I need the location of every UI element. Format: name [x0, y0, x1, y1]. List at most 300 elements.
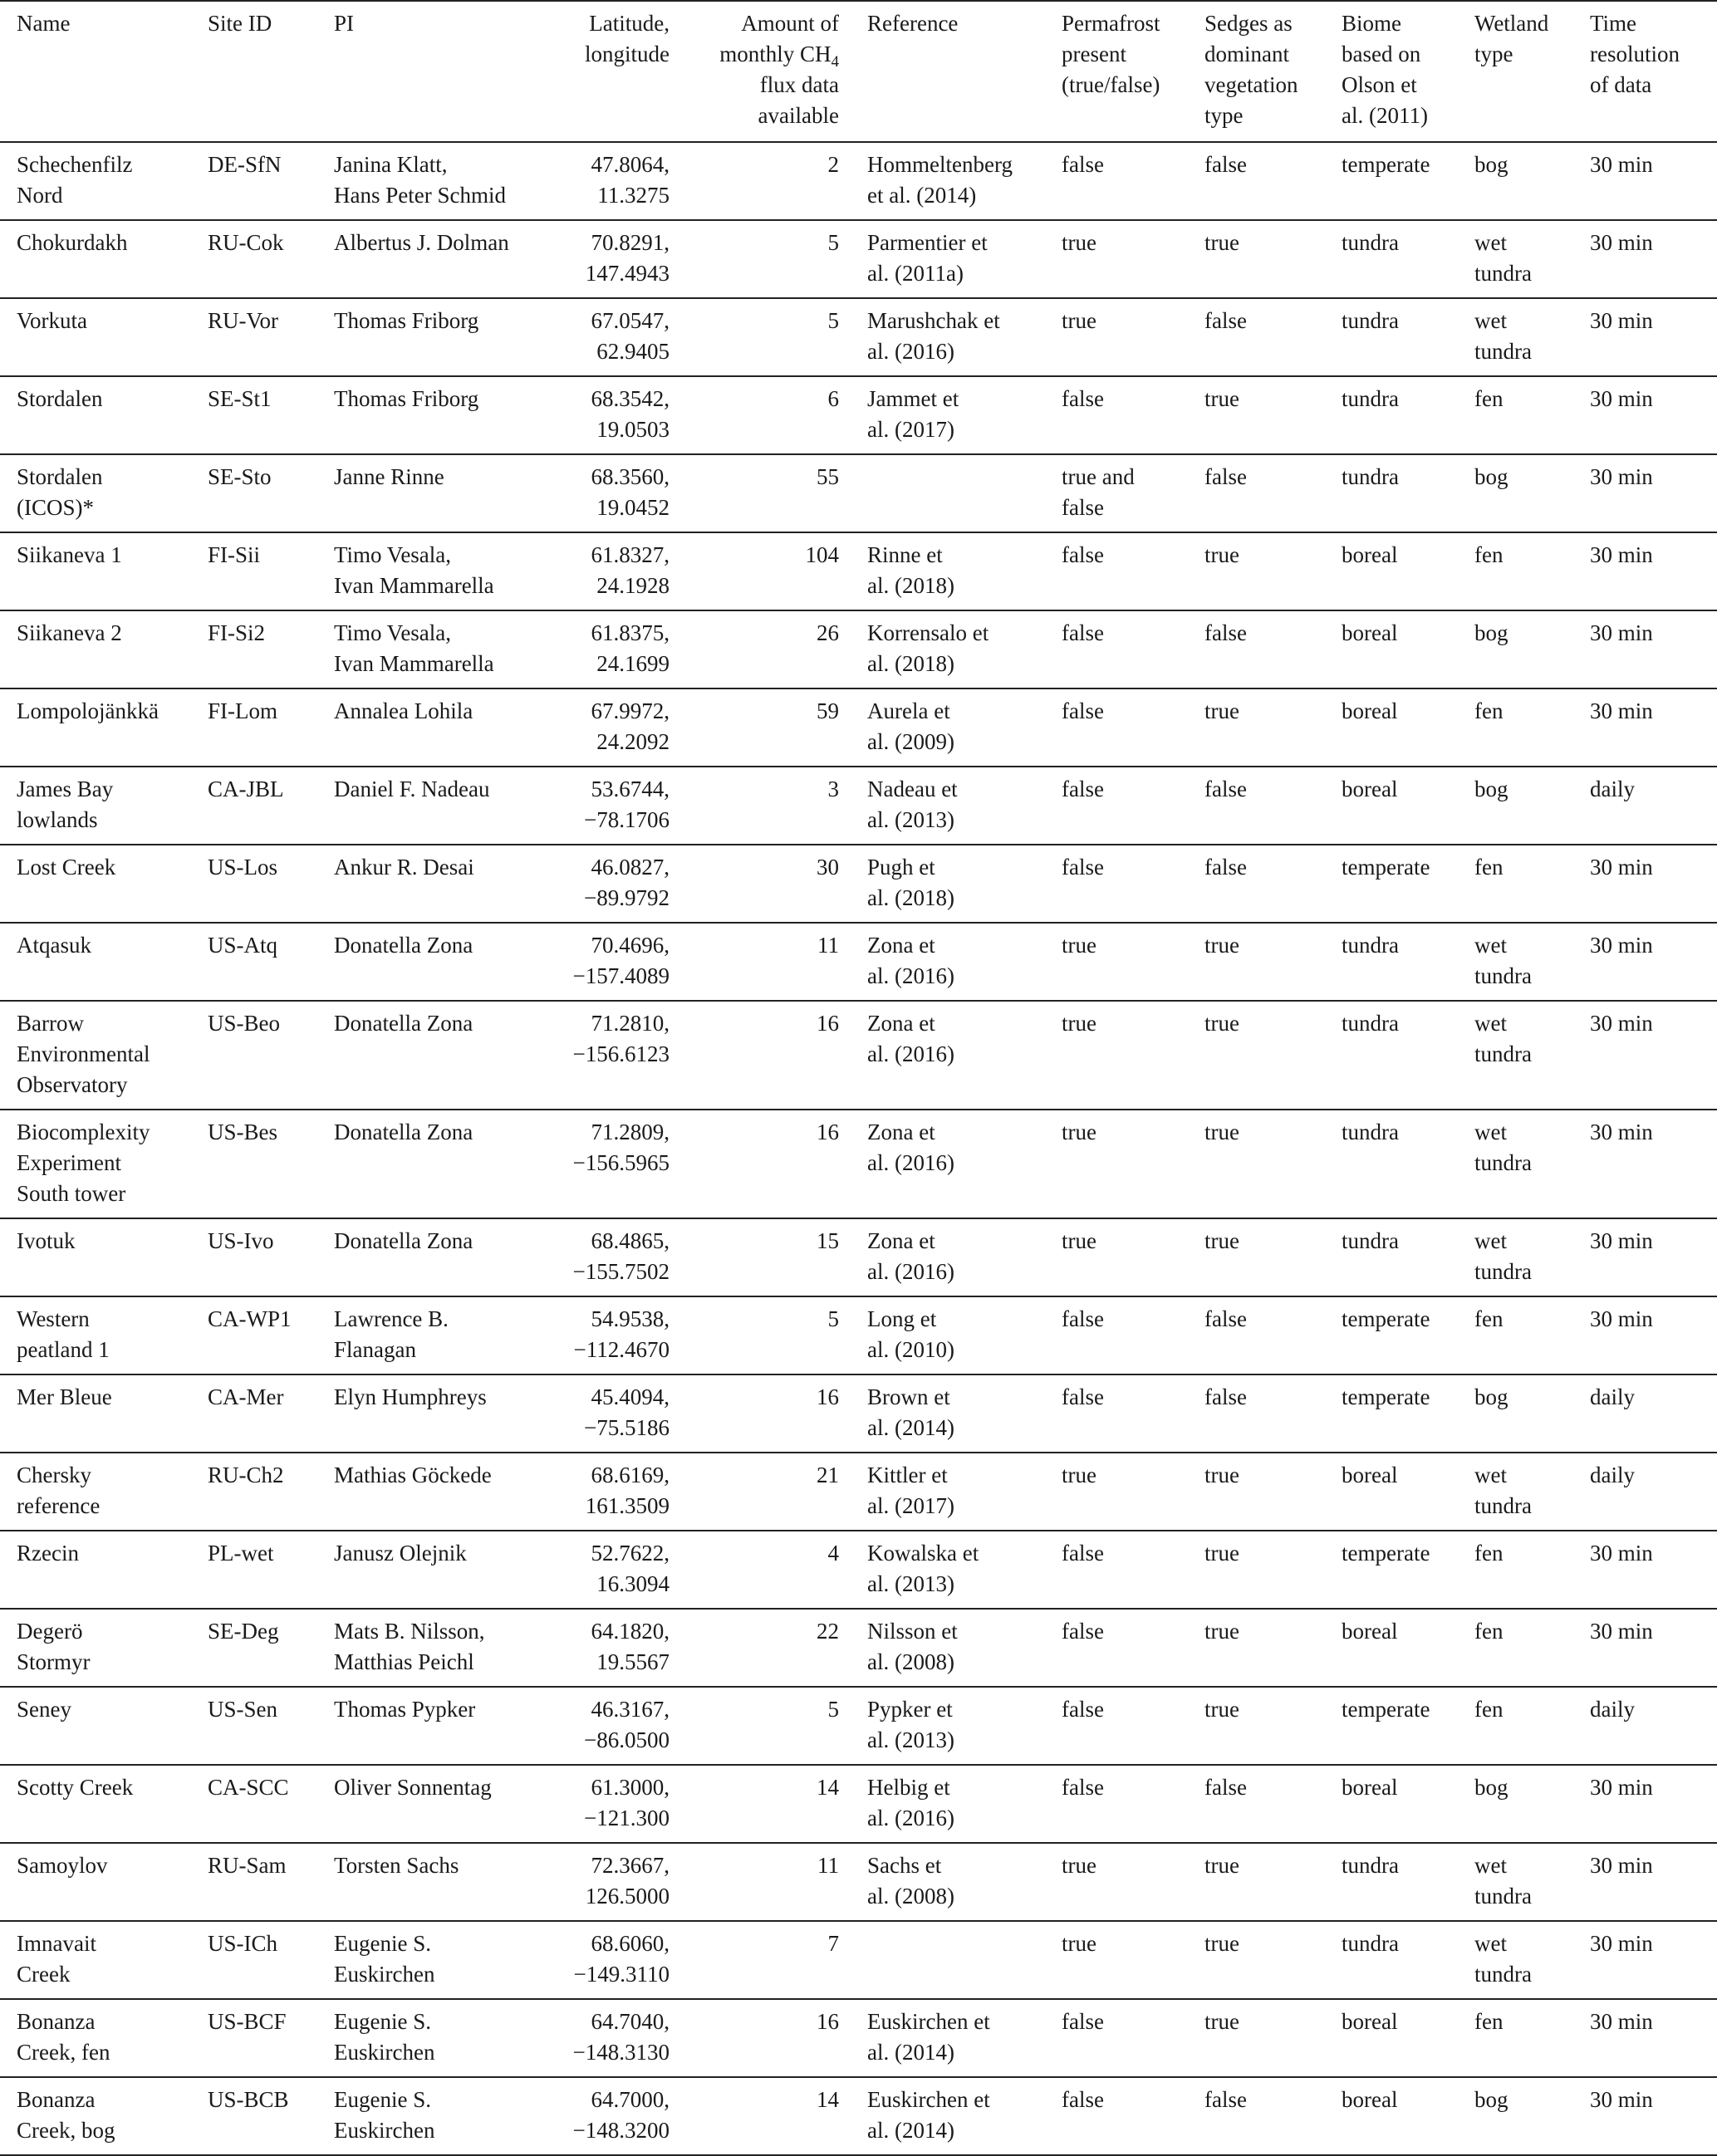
cell-sedges: true [1204, 542, 1239, 567]
cell-line: false [1062, 1619, 1104, 1644]
cell-time: 30 min [1590, 464, 1653, 489]
cell-lat-lon: 45.4094, −75.5186 [584, 1384, 670, 1440]
cell-wetland [1458, 1999, 1573, 2077]
table-row [0, 767, 1717, 845]
cell-line: Nilsson et [867, 1619, 958, 1644]
cell-pi [317, 1001, 540, 1110]
cell-biome: temperate [1342, 855, 1430, 880]
cell-name [0, 454, 191, 532]
header-name: Name [17, 11, 71, 36]
cell-permafrost [1045, 1999, 1188, 2077]
cell-biome: boreal [1342, 542, 1398, 567]
cell-line: fen [1474, 698, 1504, 723]
cell-name [0, 688, 191, 767]
cell-line: Ivan Mammarella [334, 651, 494, 676]
cell-line: Chokurdakh [17, 230, 128, 255]
cell-line: Albertus J. Dolman [334, 230, 509, 255]
cell-line: fen [1474, 1697, 1504, 1722]
header-row [0, 1, 1717, 142]
cell-sedges: false [1204, 2087, 1247, 2112]
cell-line: Ivotuk [17, 1228, 76, 1253]
cell-wetland [1458, 1001, 1573, 1110]
cell-time: 30 min [1590, 2009, 1653, 2034]
cell-line: fen [1474, 1619, 1504, 1644]
cell-line: true and [1062, 464, 1135, 489]
cell-pi [317, 610, 540, 688]
cell-line: Pugh et [867, 855, 935, 880]
cell-line: Atqasuk [17, 933, 91, 958]
table-row [0, 1001, 1717, 1110]
cell-line: Nadeau et [867, 777, 958, 801]
cell-line: wet [1474, 1931, 1507, 1956]
cell-lat-lon: 46.0827, −89.9792 [584, 855, 670, 910]
cell-line: wet [1474, 230, 1507, 255]
cell-line: false [1062, 152, 1104, 177]
cell-reference [851, 1843, 1045, 1921]
cell-time: 30 min [1590, 1775, 1653, 1800]
cell-line: Barrow [17, 1011, 84, 1036]
cell-line: tundra [1474, 339, 1532, 364]
cell-amount: 22 [817, 1619, 839, 1644]
cell-line: Annalea Lohila [334, 698, 473, 723]
cell-sedges: true [1204, 386, 1239, 411]
cell-line: (ICOS)* [17, 495, 94, 520]
cell-name [0, 532, 191, 610]
cell-line: reference [17, 1493, 101, 1518]
cell-line: true [1062, 230, 1096, 255]
cell-pi [317, 1921, 540, 1999]
cell-sedges: false [1204, 308, 1247, 333]
cell-line: al. (2018) [867, 885, 954, 910]
cell-line: Kittler et [867, 1463, 948, 1487]
table-row [0, 1687, 1717, 1765]
cell-time: 30 min [1590, 230, 1653, 255]
cell-site-id: SE-Sto [208, 464, 272, 489]
cell-sedges: true [1204, 698, 1239, 723]
cell-reference [851, 1296, 1045, 1374]
cell-sedges: false [1204, 1306, 1247, 1331]
cell-time: 30 min [1590, 1306, 1653, 1331]
cell-wetland [1458, 1531, 1573, 1609]
cell-lat-lon: 68.6169, 161.3509 [585, 1463, 670, 1518]
cell-line: tundra [1474, 1884, 1532, 1909]
cell-amount: 14 [817, 1775, 839, 1800]
cell-line: wet [1474, 1011, 1507, 1036]
cell-line: false [1062, 495, 1104, 520]
cell-biome: tundra [1342, 1228, 1399, 1253]
cell-sedges: false [1204, 152, 1247, 177]
cell-permafrost [1045, 1453, 1188, 1531]
cell-pi [317, 532, 540, 610]
cell-pi [317, 767, 540, 845]
cell-permafrost [1045, 1296, 1188, 1374]
cell-line: Brown et [867, 1384, 950, 1409]
header-biome: Biome based on Olson et al. (2011) [1342, 11, 1428, 128]
cell-pi [317, 1999, 540, 2077]
cell-wetland [1458, 845, 1573, 923]
cell-time: daily [1590, 1384, 1635, 1409]
cell-pi [317, 1531, 540, 1609]
cell-site-id: US-Ivo [208, 1228, 274, 1253]
cell-name [0, 1999, 191, 2077]
cell-amount: 26 [817, 620, 839, 645]
cell-line: Samoylov [17, 1853, 108, 1878]
cell-line: Janina Klatt, [334, 152, 448, 177]
cell-line: Ivan Mammarella [334, 573, 494, 598]
cell-lat-lon: 72.3667, 126.5000 [585, 1853, 670, 1909]
cell-line: Lompolojänkkä [17, 698, 159, 723]
cell-lat-lon: 67.0547, 62.9405 [591, 308, 670, 364]
cell-amount: 21 [817, 1463, 839, 1487]
cell-lat-lon: 61.8327, 24.1928 [591, 542, 670, 598]
cell-biome: temperate [1342, 1306, 1430, 1331]
cell-sedges: true [1204, 1619, 1239, 1644]
cell-pi [317, 1765, 540, 1843]
cell-time: 30 min [1590, 1120, 1653, 1144]
cell-line: Sachs et [867, 1853, 942, 1878]
cell-amount: 104 [805, 542, 839, 567]
cell-amount: 11 [817, 1853, 839, 1878]
cell-line: Ankur R. Desai [334, 855, 474, 880]
cell-line: Western [17, 1306, 90, 1331]
cell-wetland [1458, 610, 1573, 688]
cell-line: Torsten Sachs [334, 1853, 459, 1878]
cell-reference [851, 142, 1045, 220]
cell-line: tundra [1474, 1962, 1532, 1987]
table-row [0, 1843, 1717, 1921]
table-row [0, 923, 1717, 1001]
cell-line: Creek, bog [17, 2118, 115, 2143]
cell-pi [317, 376, 540, 454]
cell-reference [851, 1110, 1045, 1218]
cell-line: Chersky [17, 1463, 91, 1487]
cell-line: true [1062, 1853, 1096, 1878]
cell-name [0, 1110, 191, 1218]
cell-line: fen [1474, 1541, 1504, 1566]
cell-line: fen [1474, 386, 1504, 411]
cell-biome: temperate [1342, 1384, 1430, 1409]
cell-line: true [1062, 1011, 1096, 1036]
cell-line: Thomas Friborg [334, 308, 479, 333]
cell-permafrost [1045, 1843, 1188, 1921]
cell-time: 30 min [1590, 698, 1653, 723]
table-row [0, 1531, 1717, 1609]
cell-reference [851, 298, 1045, 376]
cell-line: false [1062, 386, 1104, 411]
cell-name [0, 845, 191, 923]
cell-permafrost [1045, 1110, 1188, 1218]
cell-line: Bonanza [17, 2009, 96, 2034]
cell-sedges: true [1204, 230, 1239, 255]
cell-name [0, 220, 191, 298]
cell-lat-lon: 61.8375, 24.1699 [591, 620, 670, 676]
table-row [0, 1765, 1717, 1843]
cell-line: Zona et [867, 1228, 935, 1253]
cell-biome: tundra [1342, 308, 1399, 333]
cell-wetland [1458, 1296, 1573, 1374]
cell-lat-lon: 71.2810, −156.6123 [572, 1011, 670, 1066]
cell-wetland [1458, 767, 1573, 845]
cell-lat-lon: 47.8064, 11.3275 [591, 152, 670, 208]
cell-name [0, 923, 191, 1001]
cell-time: 30 min [1590, 1853, 1653, 1878]
cell-lat-lon: 46.3167, −86.0500 [584, 1697, 670, 1752]
cell-line: Aurela et [867, 698, 950, 723]
cell-sedges: true [1204, 1463, 1239, 1487]
cell-wetland [1458, 1453, 1573, 1531]
cell-amount: 3 [827, 777, 839, 801]
cell-pi [317, 1374, 540, 1453]
cell-permafrost [1045, 1218, 1188, 1296]
cell-line: Biocomplexity [17, 1120, 150, 1144]
cell-line: Stordalen [17, 386, 103, 411]
cell-line: al. (2016) [867, 963, 954, 988]
cell-pi [317, 1218, 540, 1296]
cell-site-id: PL-wet [208, 1541, 274, 1566]
cell-reference [851, 1609, 1045, 1687]
cell-line: false [1062, 1775, 1104, 1800]
cell-sedges: true [1204, 1931, 1239, 1956]
cell-line: fen [1474, 2009, 1504, 2034]
cell-permafrost [1045, 1765, 1188, 1843]
cell-name [0, 1453, 191, 1531]
table-row [0, 1374, 1717, 1453]
cell-sedges: false [1204, 1775, 1247, 1800]
cell-biome: temperate [1342, 1541, 1430, 1566]
table-row [0, 1110, 1717, 1218]
table-row [0, 298, 1717, 376]
cell-name [0, 1001, 191, 1110]
header-amount: Amount of monthly $CH_4$ flux data available [719, 11, 839, 128]
cell-line: false [1062, 1306, 1104, 1331]
cell-line: Helbig et [867, 1775, 950, 1800]
table-row [0, 1218, 1717, 1296]
cell-amount: 6 [827, 386, 839, 411]
cell-name [0, 1843, 191, 1921]
cell-name [0, 1374, 191, 1453]
cell-line: Zona et [867, 1120, 935, 1144]
cell-pi [317, 1687, 540, 1765]
cell-reference [851, 532, 1045, 610]
table-body [0, 142, 1717, 2155]
cell-pi [317, 688, 540, 767]
table-row [0, 845, 1717, 923]
cell-line: tundra [1474, 261, 1532, 286]
cell-line: bog [1474, 1384, 1509, 1409]
cell-line: Lost Creek [17, 855, 116, 880]
cell-amount: 59 [817, 698, 839, 723]
cell-reference [851, 220, 1045, 298]
cell-biome: tundra [1342, 386, 1399, 411]
cell-line: Eugenie S. [334, 2087, 431, 2112]
cell-line: tundra [1474, 1150, 1532, 1175]
cell-sedges: true [1204, 933, 1239, 958]
cell-line: Siikaneva 1 [17, 542, 122, 567]
cell-line: true [1062, 1463, 1096, 1487]
header-time: Time resolution of data [1590, 11, 1680, 97]
table-row [0, 1453, 1717, 1531]
cell-permafrost [1045, 845, 1188, 923]
cell-line: al. (2014) [867, 2040, 954, 2065]
cell-line: tundra [1474, 1493, 1532, 1518]
cell-time: daily [1590, 1463, 1635, 1487]
cell-biome: boreal [1342, 2087, 1398, 2112]
cell-name [0, 376, 191, 454]
cell-line: Thomas Friborg [334, 386, 479, 411]
cell-amount: 16 [817, 2009, 839, 2034]
cell-line: bog [1474, 777, 1509, 801]
cell-line: false [1062, 777, 1104, 801]
cell-time: 30 min [1590, 620, 1653, 645]
cell-line: false [1062, 855, 1104, 880]
cell-line: Euskirchen [334, 2118, 435, 2143]
cell-line: James Bay [17, 777, 114, 801]
cell-reference [851, 1531, 1045, 1609]
cell-permafrost [1045, 1374, 1188, 1453]
cell-line: fen [1474, 542, 1504, 567]
cell-wetland [1458, 1843, 1573, 1921]
cell-sedges: false [1204, 777, 1247, 801]
cell-time: daily [1590, 777, 1635, 801]
cell-lat-lon: 64.7040, −148.3130 [572, 2009, 670, 2065]
cell-line: al. (2018) [867, 573, 954, 598]
cell-line: Kowalska et [867, 1541, 979, 1566]
cell-line: Zona et [867, 1011, 935, 1036]
cell-site-id: FI-Lom [208, 698, 277, 723]
cell-wetland [1458, 1218, 1573, 1296]
cell-line: Euskirchen et [867, 2009, 990, 2034]
cell-line: Matthias Peichl [334, 1649, 474, 1674]
cell-biome: boreal [1342, 2009, 1398, 2034]
cell-line: true [1062, 308, 1096, 333]
cell-permafrost [1045, 767, 1188, 845]
header-permafrost: Permafrost present (true/false) [1062, 11, 1160, 97]
cell-line: bog [1474, 1775, 1509, 1800]
cell-biome: boreal [1342, 1775, 1398, 1800]
cell-site-id: CA-SCC [208, 1775, 289, 1800]
cell-time: 30 min [1590, 542, 1653, 567]
table-row [0, 1999, 1717, 2077]
cell-reference [851, 1218, 1045, 1296]
cell-pi [317, 220, 540, 298]
cell-name [0, 1921, 191, 1999]
table-row [0, 610, 1717, 688]
cell-site-id: SE-St1 [208, 386, 272, 411]
cell-line: Korrensalo et [867, 620, 989, 645]
cell-amount: 5 [827, 1306, 839, 1331]
cell-line: false [1062, 1384, 1104, 1409]
cell-sedges: false [1204, 620, 1247, 645]
cell-line: Donatella Zona [334, 1011, 473, 1036]
cell-line: bog [1474, 620, 1509, 645]
cell-permafrost [1045, 532, 1188, 610]
table-row [0, 376, 1717, 454]
cell-sedges: true [1204, 1011, 1239, 1036]
cell-line: al. (2018) [867, 651, 954, 676]
cell-line: al. (2008) [867, 1884, 954, 1909]
cell-wetland [1458, 532, 1573, 610]
cell-amount: 5 [827, 1697, 839, 1722]
cell-name [0, 767, 191, 845]
cell-wetland [1458, 298, 1573, 376]
cell-wetland [1458, 220, 1573, 298]
cell-line: Elyn Humphreys [334, 1384, 487, 1409]
cell-line: al. (2013) [867, 1571, 954, 1596]
cell-permafrost [1045, 1921, 1188, 1999]
cell-amount: 7 [827, 1931, 839, 1956]
cell-reference [851, 1765, 1045, 1843]
cell-biome: boreal [1342, 1619, 1398, 1644]
cell-sedges: true [1204, 1228, 1239, 1253]
cell-wetland [1458, 688, 1573, 767]
cell-line: Experiment [17, 1150, 121, 1175]
cell-line: false [1062, 2087, 1104, 2112]
cell-reference [851, 1001, 1045, 1110]
cell-sedges: false [1204, 464, 1247, 489]
cell-line: true [1062, 1931, 1096, 1956]
cell-line: al. (2016) [867, 1041, 954, 1066]
cell-site-id: US-Los [208, 855, 278, 880]
cell-site-id: FI-Sii [208, 542, 261, 567]
cell-line: al. (2017) [867, 417, 954, 442]
cell-line: Zona et [867, 933, 935, 958]
cell-line: wet [1474, 1120, 1507, 1144]
cell-lat-lon: 67.9972, 24.2092 [591, 698, 670, 754]
cell-biome: tundra [1342, 1011, 1399, 1036]
cell-reference [851, 610, 1045, 688]
cell-pi [317, 923, 540, 1001]
cell-time: 30 min [1590, 1011, 1653, 1036]
cell-biome: tundra [1342, 1853, 1399, 1878]
cell-permafrost [1045, 376, 1188, 454]
cell-line: true [1062, 1120, 1096, 1144]
cell-pi [317, 1843, 540, 1921]
cell-time: 30 min [1590, 308, 1653, 333]
cell-line: true [1062, 1228, 1096, 1253]
cell-amount: 5 [827, 308, 839, 333]
cell-biome: temperate [1342, 1697, 1430, 1722]
cell-wetland [1458, 376, 1573, 454]
cell-line: Long et [867, 1306, 937, 1331]
cell-line: tundra [1474, 963, 1532, 988]
cell-line: al. (2016) [867, 1259, 954, 1284]
cell-name [0, 1218, 191, 1296]
cell-biome: boreal [1342, 1463, 1398, 1487]
cell-site-id: US-Beo [208, 1011, 280, 1036]
cell-line: Schechenfilz [17, 152, 133, 177]
cell-line: Creek, fen [17, 2040, 110, 2065]
cell-line: al. (2017) [867, 1493, 954, 1518]
cell-amount: 16 [817, 1120, 839, 1144]
table-row [0, 142, 1717, 220]
header-reference: Reference [867, 11, 959, 36]
cell-line: Siikaneva 2 [17, 620, 122, 645]
cell-name [0, 2077, 191, 2155]
cell-line: Mats B. Nilsson, [334, 1619, 485, 1644]
cell-name [0, 298, 191, 376]
cell-permafrost [1045, 688, 1188, 767]
header-lat-lon: Latitude, longitude [585, 11, 670, 66]
cell-name [0, 142, 191, 220]
cell-permafrost [1045, 923, 1188, 1001]
cell-line: al. (2016) [867, 1150, 954, 1175]
cell-line: wet [1474, 1228, 1507, 1253]
cell-permafrost [1045, 1687, 1188, 1765]
cell-wetland [1458, 2077, 1573, 2155]
cell-amount: 14 [817, 2087, 839, 2112]
cell-wetland [1458, 1921, 1573, 1999]
cell-site-id: DE-SfN [208, 152, 282, 177]
